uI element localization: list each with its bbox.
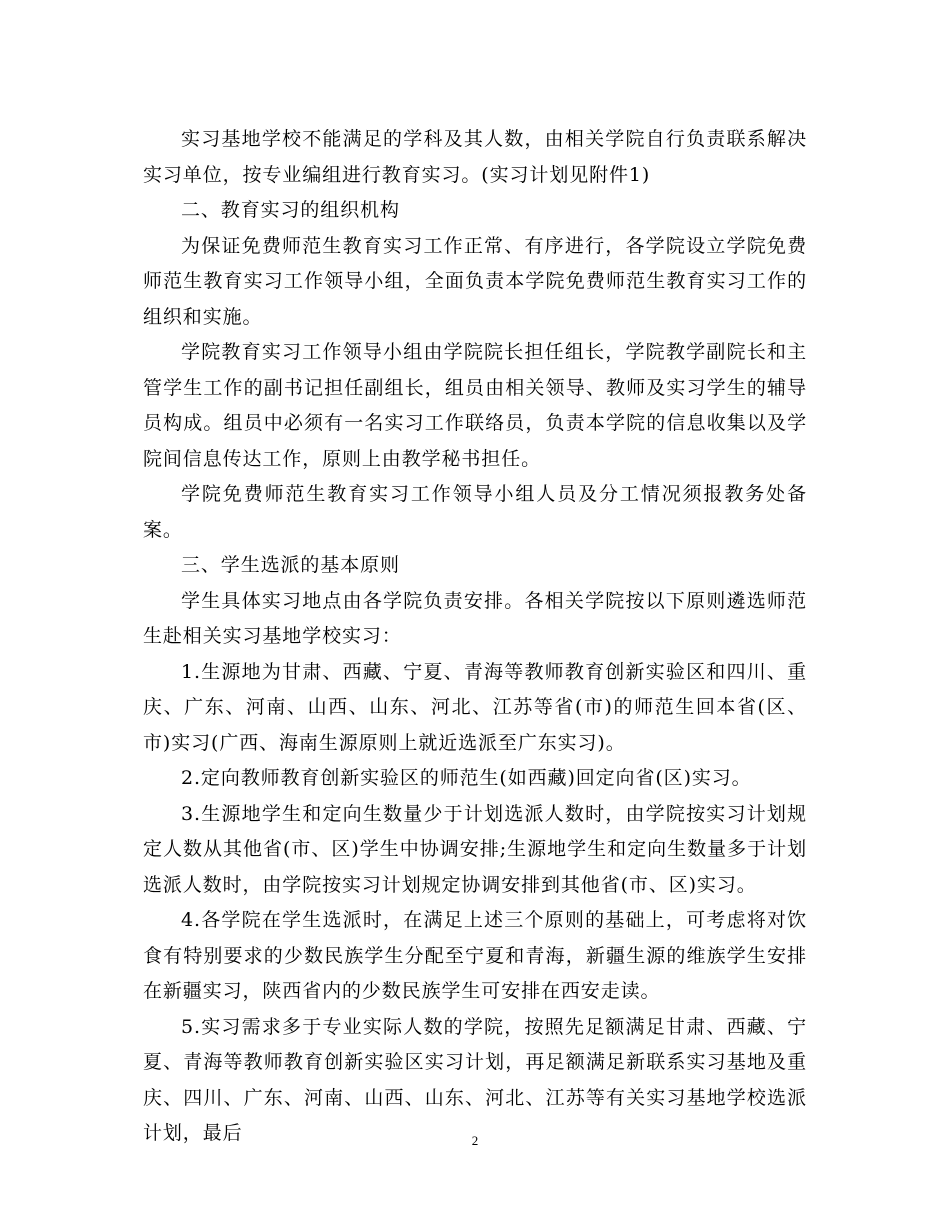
paragraph-filing: 学院免费师范生教育实习工作领导小组人员及分工情况须报教务处备案。 xyxy=(143,483,807,541)
list-item-principle-3: 3.生源地学生和定向生数量少于计划选派人数时，由学院按实习计划规定人数从其他省(市、区)学生中协调安排;生源地学生和定向生数量多于计划选派人数时，由学院按实习计划规定协调安排到其他省(市、区)实习。 xyxy=(143,802,807,896)
paragraph-selection-intro: 学生具体实习地点由各学院负责安排。各相关学院按以下原则遴选师范生赴相关实习基地学校实习： xyxy=(143,589,807,647)
list-item-principle-1: 1.生源地为甘肃、西藏、宁夏、青海等教师教育创新实验区和四川、重庆、广东、河南、山西、山东、河北、江苏等省(市)的师范生回本省(区、市)实习(广西、海南生源原则上就近选派至广东实习)。 xyxy=(143,660,807,754)
list-item-principle-2: 2.定向教师教育创新实验区的师范生(如西藏)回定向省(区)实习。 xyxy=(181,767,752,789)
page-number: 2 xyxy=(471,1133,479,1148)
paragraph-leading-group: 为保证免费师范生教育实习工作正常、有序进行，各学院设立学院免费师范生教育实习工作领导小组，全面负责本学院免费师范生教育实习工作的组织和实施。 xyxy=(143,234,807,328)
paragraph-group-members: 学院教育实习工作领导小组由学院院长担任组长，学院教学副院长和主管学生工作的副书记担任副组长，组员由相关领导、教师及实习学生的辅导员构成。组员中必须有一名实习工作联络员，负责本学院的信息收集以及学院间信息传达工作，原则上由教学秘书担任。 xyxy=(143,341,807,470)
list-item-principle-4: 4.各学院在学生选派时，在满足上述三个原则的基础上，可考虑将对饮食有特别要求的少数民族学生分配至宁夏和青海，新疆生源的维族学生安排在新疆实习，陕西省内的少数民族学生可安排在西安走读。 xyxy=(143,909,807,1002)
document-body xyxy=(143,122,807,1152)
section-heading-organization: 二、教育实习的组织机构 xyxy=(181,199,400,221)
paragraph-internship-units: 实习基地学校不能满足的学科及其人数，由相关学院自行负责联系解决实习单位，按专业编组进行教育实习。(实习计划见附件1) xyxy=(143,128,807,186)
list-item-principle-5: 5.实习需求多于专业实际人数的学院，按照先足额满足甘肃、西藏、宁夏、青海等教师教育创新实验区实习计划，再足额满足新联系实习基地及重庆、四川、广东、河南、山西、山东、河北、江苏等有关实习基地学校选派计划，最后 xyxy=(143,1015,807,1144)
section-heading-selection-principles: 三、学生选派的基本原则 xyxy=(181,554,400,576)
